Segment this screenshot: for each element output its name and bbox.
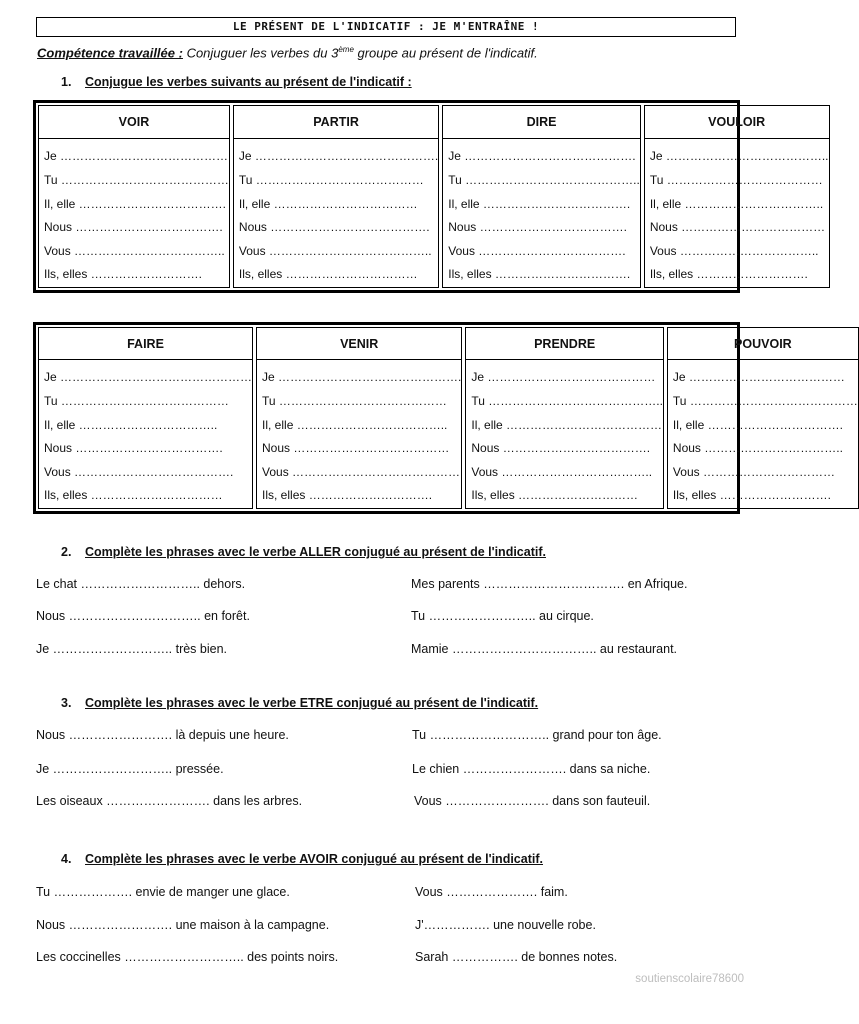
competence-line xyxy=(37,45,538,60)
conjugation-row: Je ………………………………… xyxy=(672,370,845,385)
verb-header: POUVOIR xyxy=(668,328,858,360)
conjugation-row: Ils, elles ……………………………. xyxy=(448,267,631,282)
sentence-aller-3: Je ……………………….. très bien. xyxy=(36,642,228,656)
conjugation-row: Tu …………………………………… xyxy=(672,394,858,409)
sentence-avoir-2: Nous ……………………. une maison à la campagne. xyxy=(36,918,330,932)
conjugation-row: Nous ………………………………. xyxy=(44,441,223,456)
sentence-avoir-4: Vous …………………. faim. xyxy=(415,885,568,899)
verb-header: FAIRE xyxy=(39,328,252,360)
verb-column xyxy=(442,105,641,288)
conjugation-row: Je ………………………………………… xyxy=(44,370,253,385)
conjugation-row: Nous ………………………………. xyxy=(44,220,223,235)
conjugation-row: Il, elle ……………………………… xyxy=(238,196,418,211)
sentence-etre-1: Nous ……………………. là depuis une heure. xyxy=(36,728,289,742)
conjugation-row: Vous …………………………………. xyxy=(44,464,234,479)
sentence-aller-5: Tu …………………….. au cirque. xyxy=(411,609,594,623)
conjugation-row: Tu …………………………………… xyxy=(262,394,447,409)
exercise-4-title xyxy=(61,852,543,866)
exercise-3-title xyxy=(61,696,538,710)
conjugation-row: Vous ……………………………….. xyxy=(44,243,225,258)
competence-text-after: groupe au présent de l'indicatif. xyxy=(353,45,538,61)
conjugation-row: Tu …………………………………….. xyxy=(448,173,640,188)
sentence-aller-2: Nous ………………………….. en forêt. xyxy=(36,609,250,623)
verb-table-1 xyxy=(33,100,829,293)
conjugation-row: Ils, elles ………………………. xyxy=(44,267,203,282)
exercise-number: 4. xyxy=(61,852,72,866)
page-title: LE PRÉSENT DE L'INDICATIF : JE M'ENTRAÎNE ! xyxy=(36,17,736,37)
exercise-1-title xyxy=(61,75,412,89)
conjugation-row: Il, elle ………………………………. xyxy=(44,196,227,211)
conjugation-row: Il, elle …………………………….. xyxy=(649,196,824,211)
conjugation-row: Nous ……………………………… xyxy=(649,220,826,235)
conjugation-row: Je ………………………………………. xyxy=(262,370,462,385)
verb-header: VENIR xyxy=(257,328,461,360)
verb-column xyxy=(667,327,859,509)
exercise-number: 1. xyxy=(61,75,72,89)
conjugation-row: Il, elle ………………………………… xyxy=(471,417,663,432)
conjugation-row: Ils, elles …………………………… xyxy=(238,267,418,282)
sentence-avoir-3: Les coccinelles ……………………….. des points noirs. xyxy=(36,950,339,964)
competence-superscript: ème xyxy=(338,45,354,54)
conjugation-row: Nous …………………………………. xyxy=(238,220,430,235)
conjugation-row: Vous ………………………………….. xyxy=(238,243,432,258)
competence-label: Compétence travaillée : xyxy=(37,45,183,61)
watermark: soutienscolaire78600 xyxy=(635,973,744,985)
verb-column xyxy=(644,105,830,288)
verb-table-2 xyxy=(33,322,858,514)
conjugation-row: Il, elle ………………………………. xyxy=(448,196,631,211)
conjugation-row: Je ………………………………………. xyxy=(238,149,439,164)
sentence-etre-6: Vous ……………………. dans son fauteuil. xyxy=(414,794,651,808)
conjugation-row: Ils, elles ………………………. xyxy=(672,488,831,503)
conjugation-row: Vous ……………………………….. xyxy=(471,464,653,479)
conjugation-row: Ils, elles …………………………. xyxy=(262,488,433,503)
verb-column xyxy=(38,105,230,288)
verb-header: PARTIR xyxy=(234,106,438,139)
sentence-avoir-1: Tu ………………. envie de manger une glace. xyxy=(36,885,290,899)
exercise-instruction: Complète les phrases avec le verbe AVOIR conjugué au présent de l'indicatif. xyxy=(85,852,543,866)
exercise-instruction: Complète les phrases avec le verbe ALLER conjugué au présent de l'indicatif. xyxy=(85,545,546,559)
conjugation-row: Tu ………………………………… xyxy=(649,173,823,188)
verb-header: PRENDRE xyxy=(466,328,663,360)
verb-header: VOIR xyxy=(39,106,229,139)
conjugation-row: Il, elle ……………………………. xyxy=(672,417,843,432)
verb-header: DIRE xyxy=(443,106,640,139)
verb-column xyxy=(465,327,664,509)
exercise-2-title xyxy=(61,545,546,559)
sentence-avoir-6: Sarah ……………. de bonnes notes. xyxy=(415,950,618,964)
conjugation-row: Vous ………………………………. xyxy=(448,243,626,258)
exercise-number: 3. xyxy=(61,696,72,710)
conjugation-row: Nous ………………………………. xyxy=(471,441,651,456)
conjugation-row: Ils, elles ………………………… xyxy=(471,488,639,503)
sentence-avoir-5: J'……………. une nouvelle robe. xyxy=(415,918,596,932)
conjugation-row: Ils, elles ………………………. xyxy=(649,267,808,282)
verb-column xyxy=(38,327,253,509)
conjugation-row: Nous …………………………….. xyxy=(672,441,843,456)
conjugation-row: Tu …………………………………… xyxy=(238,173,424,188)
exercise-instruction: Conjugue les verbes suivants au présent de l'indicatif : xyxy=(85,75,412,89)
conjugation-row: Je ……………………………………. xyxy=(448,149,636,164)
sentence-etre-4: Tu ……………………….. grand pour ton âge. xyxy=(412,728,662,742)
conjugation-row: Tu …………………………………… xyxy=(44,394,229,409)
conjugation-row: Tu …………………………………….. xyxy=(471,394,663,409)
conjugation-row: Tu …………………………………… xyxy=(44,173,229,188)
sentence-etre-5: Le chien ……………………. dans sa niche. xyxy=(412,762,651,776)
sentence-aller-6: Mamie …………………………….. au restaurant. xyxy=(411,642,678,656)
conjugation-row: Je ………………………………….. xyxy=(649,149,829,164)
conjugation-row: Ils, elles …………………………… xyxy=(44,488,223,503)
conjugation-row: Nous ………………………………… xyxy=(262,441,450,456)
conjugation-row: Vous …………………………….. xyxy=(649,243,819,258)
competence-text-before: Conjuguer les verbes du 3 xyxy=(182,45,339,61)
sentence-etre-3: Les oiseaux ……………………. dans les arbres. xyxy=(36,794,303,808)
sentence-aller-1: Le chat ……………………….. dehors. xyxy=(36,577,246,591)
verb-header: VOULOIR xyxy=(645,106,829,139)
conjugation-row: Il, elle …………………………….. xyxy=(44,417,218,432)
conjugation-row: Vous …………………………………… xyxy=(262,464,461,479)
conjugation-row: Il, elle ……………………………….. xyxy=(262,417,448,432)
conjugation-row: Vous …………………………… xyxy=(672,464,835,479)
conjugation-row: Je …………………………………… xyxy=(471,370,656,385)
conjugation-row: Nous ………………………………. xyxy=(448,220,627,235)
verb-column xyxy=(256,327,462,509)
verb-column xyxy=(233,105,439,288)
exercise-instruction: Complète les phrases avec le verbe ETRE conjugué au présent de l'indicatif. xyxy=(85,696,539,710)
sentence-etre-2: Je ……………………….. pressée. xyxy=(36,762,224,776)
sentence-aller-4: Mes parents ……………………………. en Afrique. xyxy=(411,577,688,591)
conjugation-row: Je …………………………………… xyxy=(44,149,229,164)
exercise-number: 2. xyxy=(61,545,72,559)
